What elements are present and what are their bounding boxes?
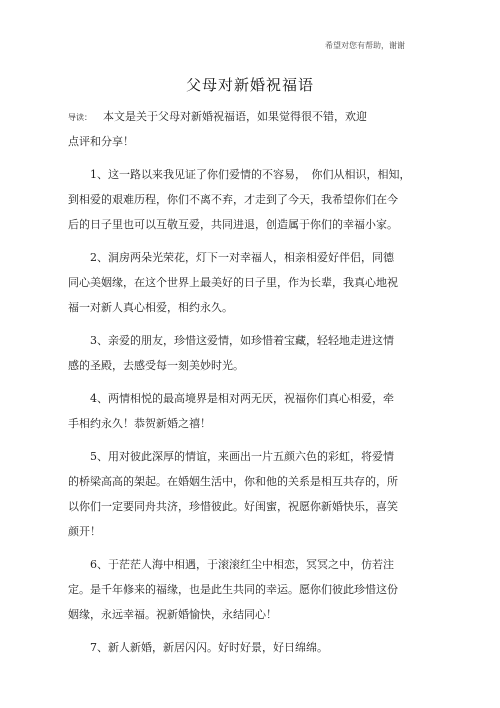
paragraph-1 [68,162,418,237]
paragraph-line: 7、新人新婚，新居闪闪。好时好景，好日绵绵。 [68,641,328,654]
paragraph-line: 2、洞房两朵光荣花，灯下一对幸福人，相亲相爱好伴侣，同德 [68,251,394,264]
header-note: 希望对您有帮助，谢谢 [325,41,405,50]
paragraph-line: 同心美姻缘，在这个世界上最美好的日子里，作为长辈，我真心地祝 [68,276,398,289]
paragraph-line: 4、两情相悦的最高境界是相对两无厌，祝福你们真心相爱，牵 [68,392,394,405]
paragraph-line: 颜开！ [68,525,101,538]
paragraph-line: 1、这一路以来我见证了你们爱情的不容易， 你们从相识，相知， [68,168,411,181]
paragraph-line: 6、于茫茫人海中相遇，于滚滚红尘中相恋，冥冥之中，仿若注 [68,558,394,571]
paragraph-3 [68,328,418,378]
intro-tag: 导读： [68,113,88,122]
paragraph-line: 3、亲爱的朋友，珍惜这爱情，如珍惜着宝藏，轻轻地走进这情 [68,334,394,347]
paragraph-line: 以你们一定要同舟共济，珍惜彼此。好闺蜜，祝愿你新婚快乐，喜笑 [68,500,398,513]
paragraph-line: 感的圣殿，去感受每一刻美妙时光。 [68,359,244,372]
paragraph-line: 点评和分享！ [68,135,134,148]
paragraph-7 [68,635,418,660]
paragraph-line: 姻缘，永远幸福。祝新婚愉快，永结同心！ [68,608,277,621]
paragraph-line: 后的日子里也可以互敬互爱，共同进退，创造属于你们的幸福小家。 [68,218,398,231]
paragraph-line: 到相爱的艰难历程，你们不离不弃，才走到了今天，我希望你们在今 [68,193,398,206]
paragraph-line: 福一对新人真心相爱，相约永久。 [68,301,233,314]
paragraph-line: 手相约永久！恭贺新婚之禧！ [68,417,211,430]
paragraph-line: 定。是千年修来的福缘，也是此生共同的幸运。愿你们彼此珍惜这份 [68,583,398,596]
document-title: 父母对新婚祝福语 [185,76,314,94]
intro-paragraph [68,104,418,154]
paragraph-6 [68,552,418,627]
paragraph-5 [68,444,418,544]
paragraph-line: 的桥梁高高的架起。在婚姻生活中，你和他的关系是相互共存的，所 [68,475,398,488]
paragraph-line [68,104,418,129]
paragraph-4 [68,386,418,436]
document-body [68,104,418,660]
paragraph-2 [68,245,418,320]
line-text: 本文是关于父母对新婚祝福语，如果觉得很不错，欢迎 [92,110,367,123]
paragraph-line: 5、用对彼此深厚的情谊，来画出一片五颜六色的彩虹，将爱情 [68,450,394,463]
